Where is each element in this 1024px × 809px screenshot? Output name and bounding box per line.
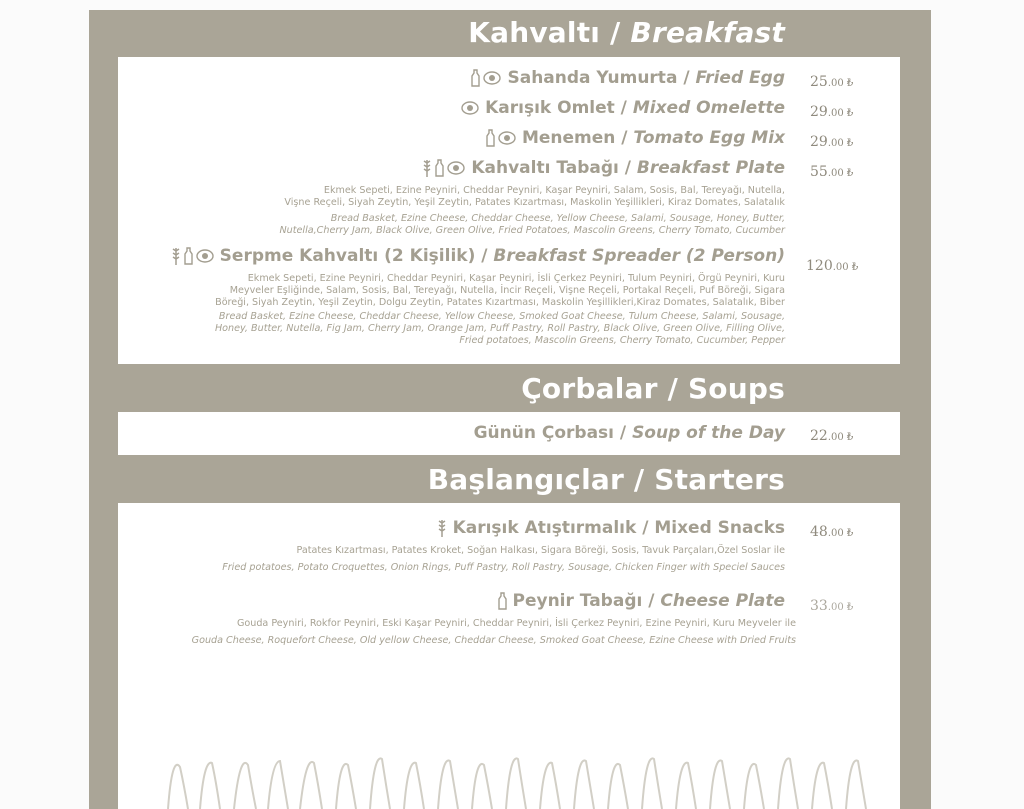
menu-item-menemen xyxy=(486,128,785,148)
menu-item-breakfast-spreader xyxy=(171,246,785,266)
item-description-tr: Ekmek Sepeti, Ezine Peyniri, Cheddar Peyniri, Kaşar Peyniri, Salam, Sosis, Bal, Tereyağı, Nutella, Vişne Reçeli, Siyah Zeytin, Yeşil Zeytin, Patates Kızartması, Maskolin Yeşillikleri, Kiraz Domates, Salatalık xyxy=(284,185,785,208)
item-price: 55.00 ₺ xyxy=(810,164,854,180)
soups-panel xyxy=(118,412,900,455)
item-name-en: Cheese Plate xyxy=(660,591,785,611)
menu-item-mixed-snacks xyxy=(437,518,785,538)
item-name-tr: Serpme Kahvaltı (2 Kişilik) / xyxy=(219,246,488,266)
item-description-en: Fried potatoes, Potato Croquettes, Onion Rings, Puff Pastry, Roll Pastry, Sousage, Chicken Finger with Speciel Sauces xyxy=(222,562,785,573)
item-name-en: Tomato Egg Mix xyxy=(633,128,785,148)
item-name-en: Soup of the Day xyxy=(632,423,785,443)
item-name-tr: Kahvaltı Tabağı / xyxy=(471,158,631,178)
item-description-en: Bread Basket, Ezine Cheese, Cheddar Cheese, Yellow Cheese, Salami, Sousage, Honey, Butter, Nutella,Cherry Jam, Black Olive, Green Olive, Fried Potatoes, Mascolin Greens, Cherry Tomato, Cucumber xyxy=(279,213,785,236)
section-title-soups: Çorbalar / Soups xyxy=(521,372,785,405)
item-name: Karışık Atıştırmalık / Mixed Snacks xyxy=(452,518,785,538)
wheat-icon xyxy=(171,246,181,266)
item-description-en: Bread Basket, Ezine Cheese, Cheddar Cheese, Yellow Cheese, Smoked Goat Cheese, Tulum Cheese, Salami, Sousage, Honey, Butter, Nutella, Fig Jam, Cherry Jam, Orange Jam, Puff Pastry, Roll Pastry, Black Olive, Green Olive, Filling Olive, Fried potatoes, Mascolin Greens, Cherry Tomato, Cucumber, Pepper xyxy=(214,311,785,346)
item-name-en: Breakfast Plate xyxy=(636,158,785,178)
section-title-starters: Başlangıçlar / Starters xyxy=(427,463,785,496)
item-price: 120.00 ₺ xyxy=(806,258,859,274)
section-title-en: Breakfast xyxy=(630,16,785,49)
item-price: 25.00 ₺ xyxy=(810,74,854,90)
menu-item-breakfast-plate xyxy=(422,158,785,178)
item-name-tr: Günün Çorbası / xyxy=(473,423,627,443)
item-name-en: Breakfast Spreader (2 Person) xyxy=(493,246,785,266)
item-price: 29.00 ₺ xyxy=(810,134,854,150)
item-name-tr: Sahanda Yumurta / xyxy=(507,68,690,88)
item-name-tr: Menemen / xyxy=(521,128,628,148)
menu-frame xyxy=(89,10,931,809)
egg-icon xyxy=(498,131,516,145)
section-title-breakfast xyxy=(468,16,785,49)
item-price: 29.00 ₺ xyxy=(810,104,854,120)
item-description-en: Gouda Cheese, Roquefort Cheese, Old yellow Cheese, Cheddar Cheese, Smoked Goat Cheese, Ezine Cheese with Dried Fruits xyxy=(191,635,796,646)
breakfast-panel xyxy=(118,57,900,364)
menu-item-soup-of-the-day xyxy=(474,423,785,443)
milk-icon xyxy=(486,129,495,147)
milk-icon xyxy=(471,69,480,87)
milk-icon xyxy=(498,592,507,610)
section-title-tr: Kahvaltı / xyxy=(468,16,621,49)
egg-icon xyxy=(461,101,479,115)
egg-icon xyxy=(447,161,465,175)
item-name-tr: Peynir Tabağı / xyxy=(512,591,655,611)
item-price: 22.00 ₺ xyxy=(810,428,854,444)
item-description-tr: Gouda Peyniri, Rokfor Peyniri, Eski Kaşar Peyniri, Cheddar Peyniri, İsli Çerkez Peyniri, Ezine Peyniri, Kuru Meyveler ile xyxy=(236,618,796,629)
pencil-sketch-decoration xyxy=(160,745,880,809)
wheat-icon xyxy=(437,518,447,538)
milk-icon xyxy=(435,159,444,177)
item-name-en: Mixed Omelette xyxy=(632,98,785,118)
wheat-icon xyxy=(422,158,432,178)
menu-item-mixed-omelette xyxy=(461,98,785,118)
milk-icon xyxy=(184,247,193,265)
egg-icon xyxy=(483,71,501,85)
item-name-tr: Karışık Omlet / xyxy=(485,98,627,118)
item-price: 48.00 ₺ xyxy=(810,524,854,540)
item-name-en: Fried Egg xyxy=(695,68,785,88)
menu-item-fried-egg xyxy=(471,68,785,88)
egg-icon xyxy=(196,249,214,263)
item-price: 33.00 ₺ xyxy=(810,598,854,614)
item-description-tr: Patates Kızartması, Patates Kroket, Soğan Halkası, Sigara Böreği, Sosis, Tavuk Parçaları,Özel Soslar ile xyxy=(296,545,785,556)
item-description-tr: Ekmek Sepeti, Ezine Peyniri, Cheddar Peyniri, Kaşar Peyniri, İsli Çerkez Peyniri, Tulum Peyniri, Örgü Peyniri, Kuru Meyveler Eşliğinde, Salam, Sosis, Bal, Tereyağı, Nutella, İncir Reçeli, Vişne Reçeli, Portakal Reçeli, Puf Böreği, Sigara Böreği, Siyah Zeytin, Yeşil Zeytin, Dolgu Zeytin, Patates Kızartması, Maskolin Yeşillikleri,Kiraz Domates, Salatalık, Biber xyxy=(215,273,785,308)
menu-item-cheese-plate xyxy=(498,591,786,611)
